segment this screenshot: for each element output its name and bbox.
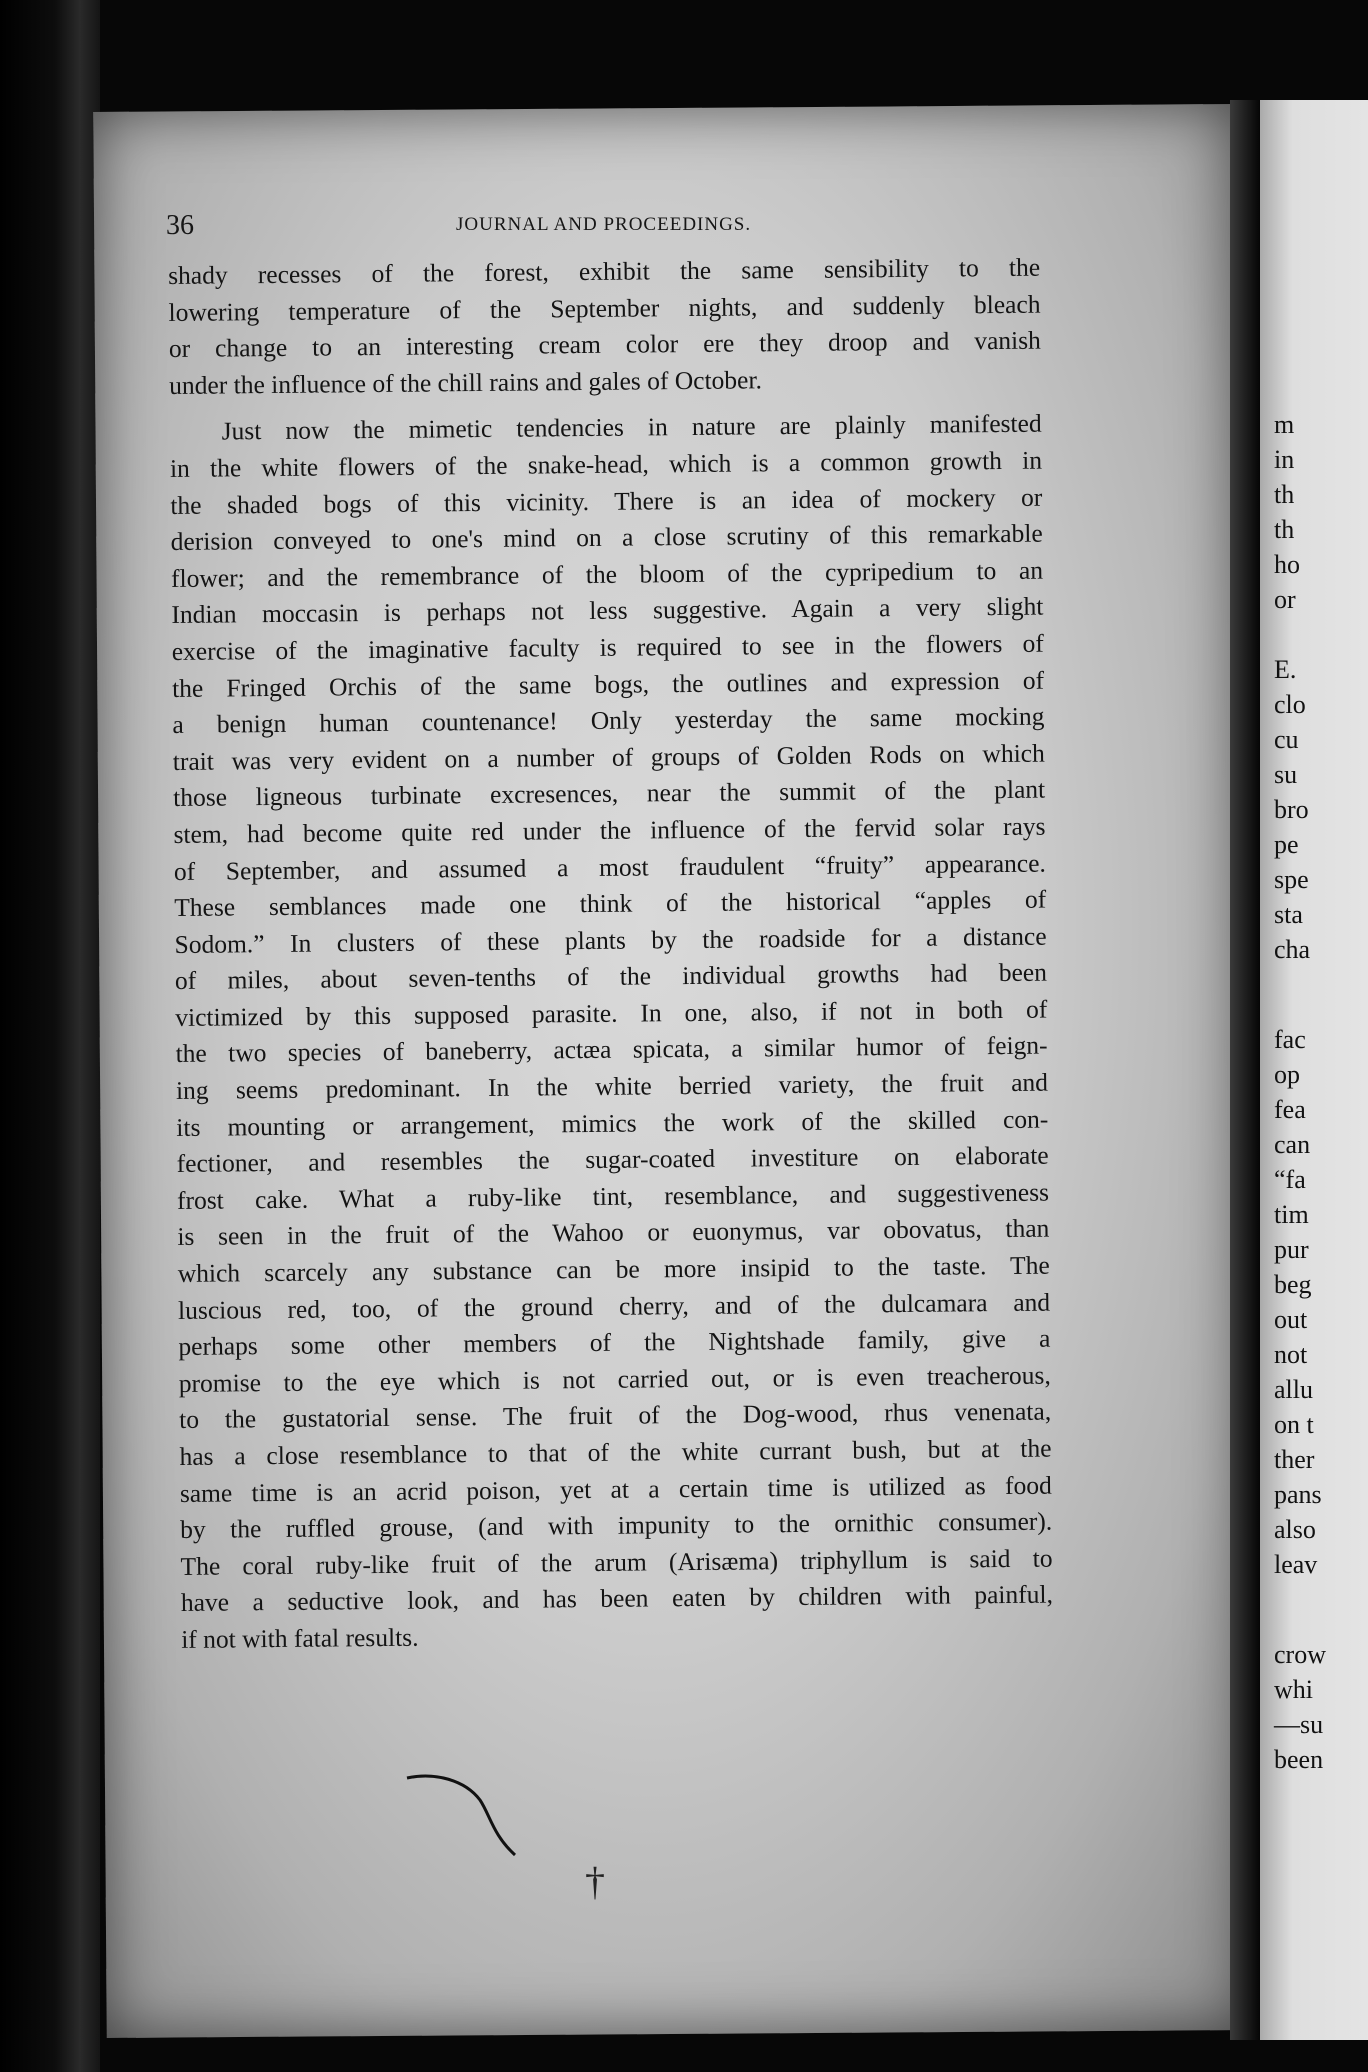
facing-page-fragment: in: [1274, 445, 1295, 474]
text-line: frost cake. What a ruby-like tint, resemblance, and suggestiveness: [176, 1177, 1050, 1215]
facing-page-fragment: pans: [1274, 1480, 1322, 1509]
text-line: is seen in the fruit of the Wahoo or euonymus, var obovatus, than: [177, 1214, 1050, 1252]
facing-page-fragment: E.: [1274, 655, 1297, 684]
facing-page-fragment: spe: [1274, 865, 1309, 894]
facing-page-fragment: “fa: [1274, 1165, 1306, 1194]
text-line: The coral ruby-like fruit of the arum (Arisæma) triphyllum is said to: [180, 1543, 1053, 1581]
text-line: Sodom.” In clusters of these plants by the roadside for a distance: [174, 921, 1047, 959]
facing-page-fragment: ho: [1274, 550, 1300, 579]
left-book-edge: [0, 0, 100, 2072]
text-line: same time is an acrid poison, yet at a certain time is utilized as food: [179, 1470, 1052, 1508]
facing-page-fragment: th: [1274, 480, 1295, 509]
text-line: perhaps some other members of the Nightshade family, give a: [178, 1323, 1051, 1362]
facing-page-fragment: pe: [1274, 830, 1299, 859]
facing-page-fragment: sta: [1274, 900, 1303, 929]
book-gutter: [1230, 100, 1260, 2040]
facing-page-fragment: whi: [1274, 1675, 1313, 1704]
facing-page-fragment: pur: [1274, 1235, 1309, 1264]
text-line: have a seductive look, and has been eaten by children with painful,: [180, 1579, 1054, 1618]
facing-page-fragment: beg: [1274, 1270, 1312, 1299]
text-line: its mounting or arrangement, mimics the work of the skilled con-: [176, 1104, 1049, 1142]
facing-page-fragment: or: [1274, 585, 1296, 614]
text-line: Indian moccasin is perhaps not less suggestive. Again a very slight: [171, 591, 1044, 630]
facing-page-fragment: op: [1274, 1060, 1300, 1089]
text-line: trait was very evident on a number of groups of Golden Rods on which: [172, 738, 1045, 776]
facing-page-fragment: crow: [1274, 1640, 1326, 1669]
text-line: luscious red, too, of the ground cherry, and of the dulcamara and: [177, 1287, 1051, 1325]
text-line: the Fringed Orchis of the same bogs, the outlines and expression of: [171, 665, 1045, 703]
facing-page-fragment: not: [1274, 1340, 1308, 1369]
facing-page-fragment: th: [1274, 515, 1295, 544]
text-line: stem, had become quite red under the influence of the fervid solar rays: [173, 811, 1046, 849]
text-line: a benign human countenance! Only yesterday the same mocking: [172, 701, 1045, 740]
text-line: those ligneous turbinate excresences, near the summit of the plant: [173, 774, 1046, 813]
facing-page-fragment: can: [1274, 1130, 1311, 1159]
text-line: Just now the mimetic tendencies in nature are plainly manifested: [221, 408, 1042, 446]
margin-ink-mark: †: [585, 1859, 605, 1904]
facing-page-fragment: leav: [1274, 1550, 1318, 1579]
text-line: in the white flowers of the snake-head, which is a common growth in: [169, 445, 1043, 483]
handwritten-ink-stroke: [405, 1770, 525, 1860]
text-line: fectioner, and resembles the sugar-coated investiture on elaborate: [176, 1140, 1049, 1179]
facing-page-fragment: su: [1274, 760, 1298, 789]
text-line: has a close resemblance to that of the white currant bush, but at the: [179, 1433, 1052, 1471]
facing-page-fragment: —su: [1274, 1710, 1324, 1739]
facing-page-edge: [1260, 100, 1368, 2040]
facing-page-fragment: out: [1274, 1305, 1308, 1334]
facing-page-fragment: fac: [1274, 1025, 1306, 1054]
body-text: [168, 250, 1053, 1659]
text-line: These semblances made one think of the historical “apples of: [174, 884, 1047, 923]
text-line: under the influence of the chill rains and gales of October.: [169, 365, 763, 400]
text-line: ing seems predominant. In the white berried variety, the fruit and: [175, 1067, 1049, 1106]
text-line: flower; and the remembrance of the bloom of the cypripedium to an: [170, 555, 1044, 593]
facing-page-fragment: on t: [1274, 1410, 1314, 1439]
facing-page-fragment: m: [1274, 410, 1295, 439]
text-line: of miles, about seven-tenths of the individual growths had been: [174, 957, 1048, 996]
facing-page-fragment: cu: [1274, 725, 1299, 754]
text-line: lowering temperature of the September nights, and suddenly bleach: [168, 289, 1041, 327]
text-line: derision conveyed to one's mind on a close scrutiny of this remarkable: [170, 518, 1043, 557]
text-line: promise to the eye which is not carried out, or is even treacherous,: [178, 1360, 1051, 1398]
text-line: shady recesses of the forest, exhibit the same sensibility to the: [168, 252, 1041, 290]
facing-page-fragment: clo: [1274, 690, 1306, 719]
facing-page-fragment: ther: [1274, 1445, 1315, 1474]
facing-page-fragment: allu: [1274, 1375, 1313, 1404]
facing-page-fragment: tim: [1274, 1200, 1309, 1229]
text-line: or change to an interesting cream color ere they droop and vanish: [168, 325, 1041, 364]
text-line: by the ruffled grouse, (and with impunity to the ornithic consumer).: [180, 1506, 1053, 1545]
text-line: which scarcely any substance can be more insipid to the taste. The: [177, 1250, 1050, 1288]
facing-page-fragment: fea: [1274, 1095, 1306, 1124]
text-line: exercise of the imaginative faculty is required to see in the flowers of: [171, 628, 1044, 666]
text-line: the shaded bogs of this vicinity. There is an idea of mockery or: [170, 482, 1043, 520]
facing-page-fragment: also: [1274, 1515, 1316, 1544]
facing-page-fragment: bro: [1274, 795, 1309, 824]
text-line: to the gustatorial sense. The fruit of the Dog-wood, rhus venenata,: [179, 1396, 1052, 1435]
page-number: 36: [166, 210, 194, 241]
text-line: victimized by this supposed parasite. In one, also, if not in both of: [175, 994, 1048, 1032]
text-line: of September, and assumed a most fraudulent “fruity” appearance.: [173, 848, 1046, 886]
text-line: the two species of baneberry, actæa spicata, a similar humor of feign-: [175, 1031, 1048, 1069]
text-line: if not with fatal results.: [181, 1622, 419, 1654]
running-head: JOURNAL AND PROCEEDINGS.: [456, 214, 752, 235]
facing-page-fragment: been: [1274, 1745, 1324, 1774]
facing-page-fragment: cha: [1274, 935, 1311, 964]
